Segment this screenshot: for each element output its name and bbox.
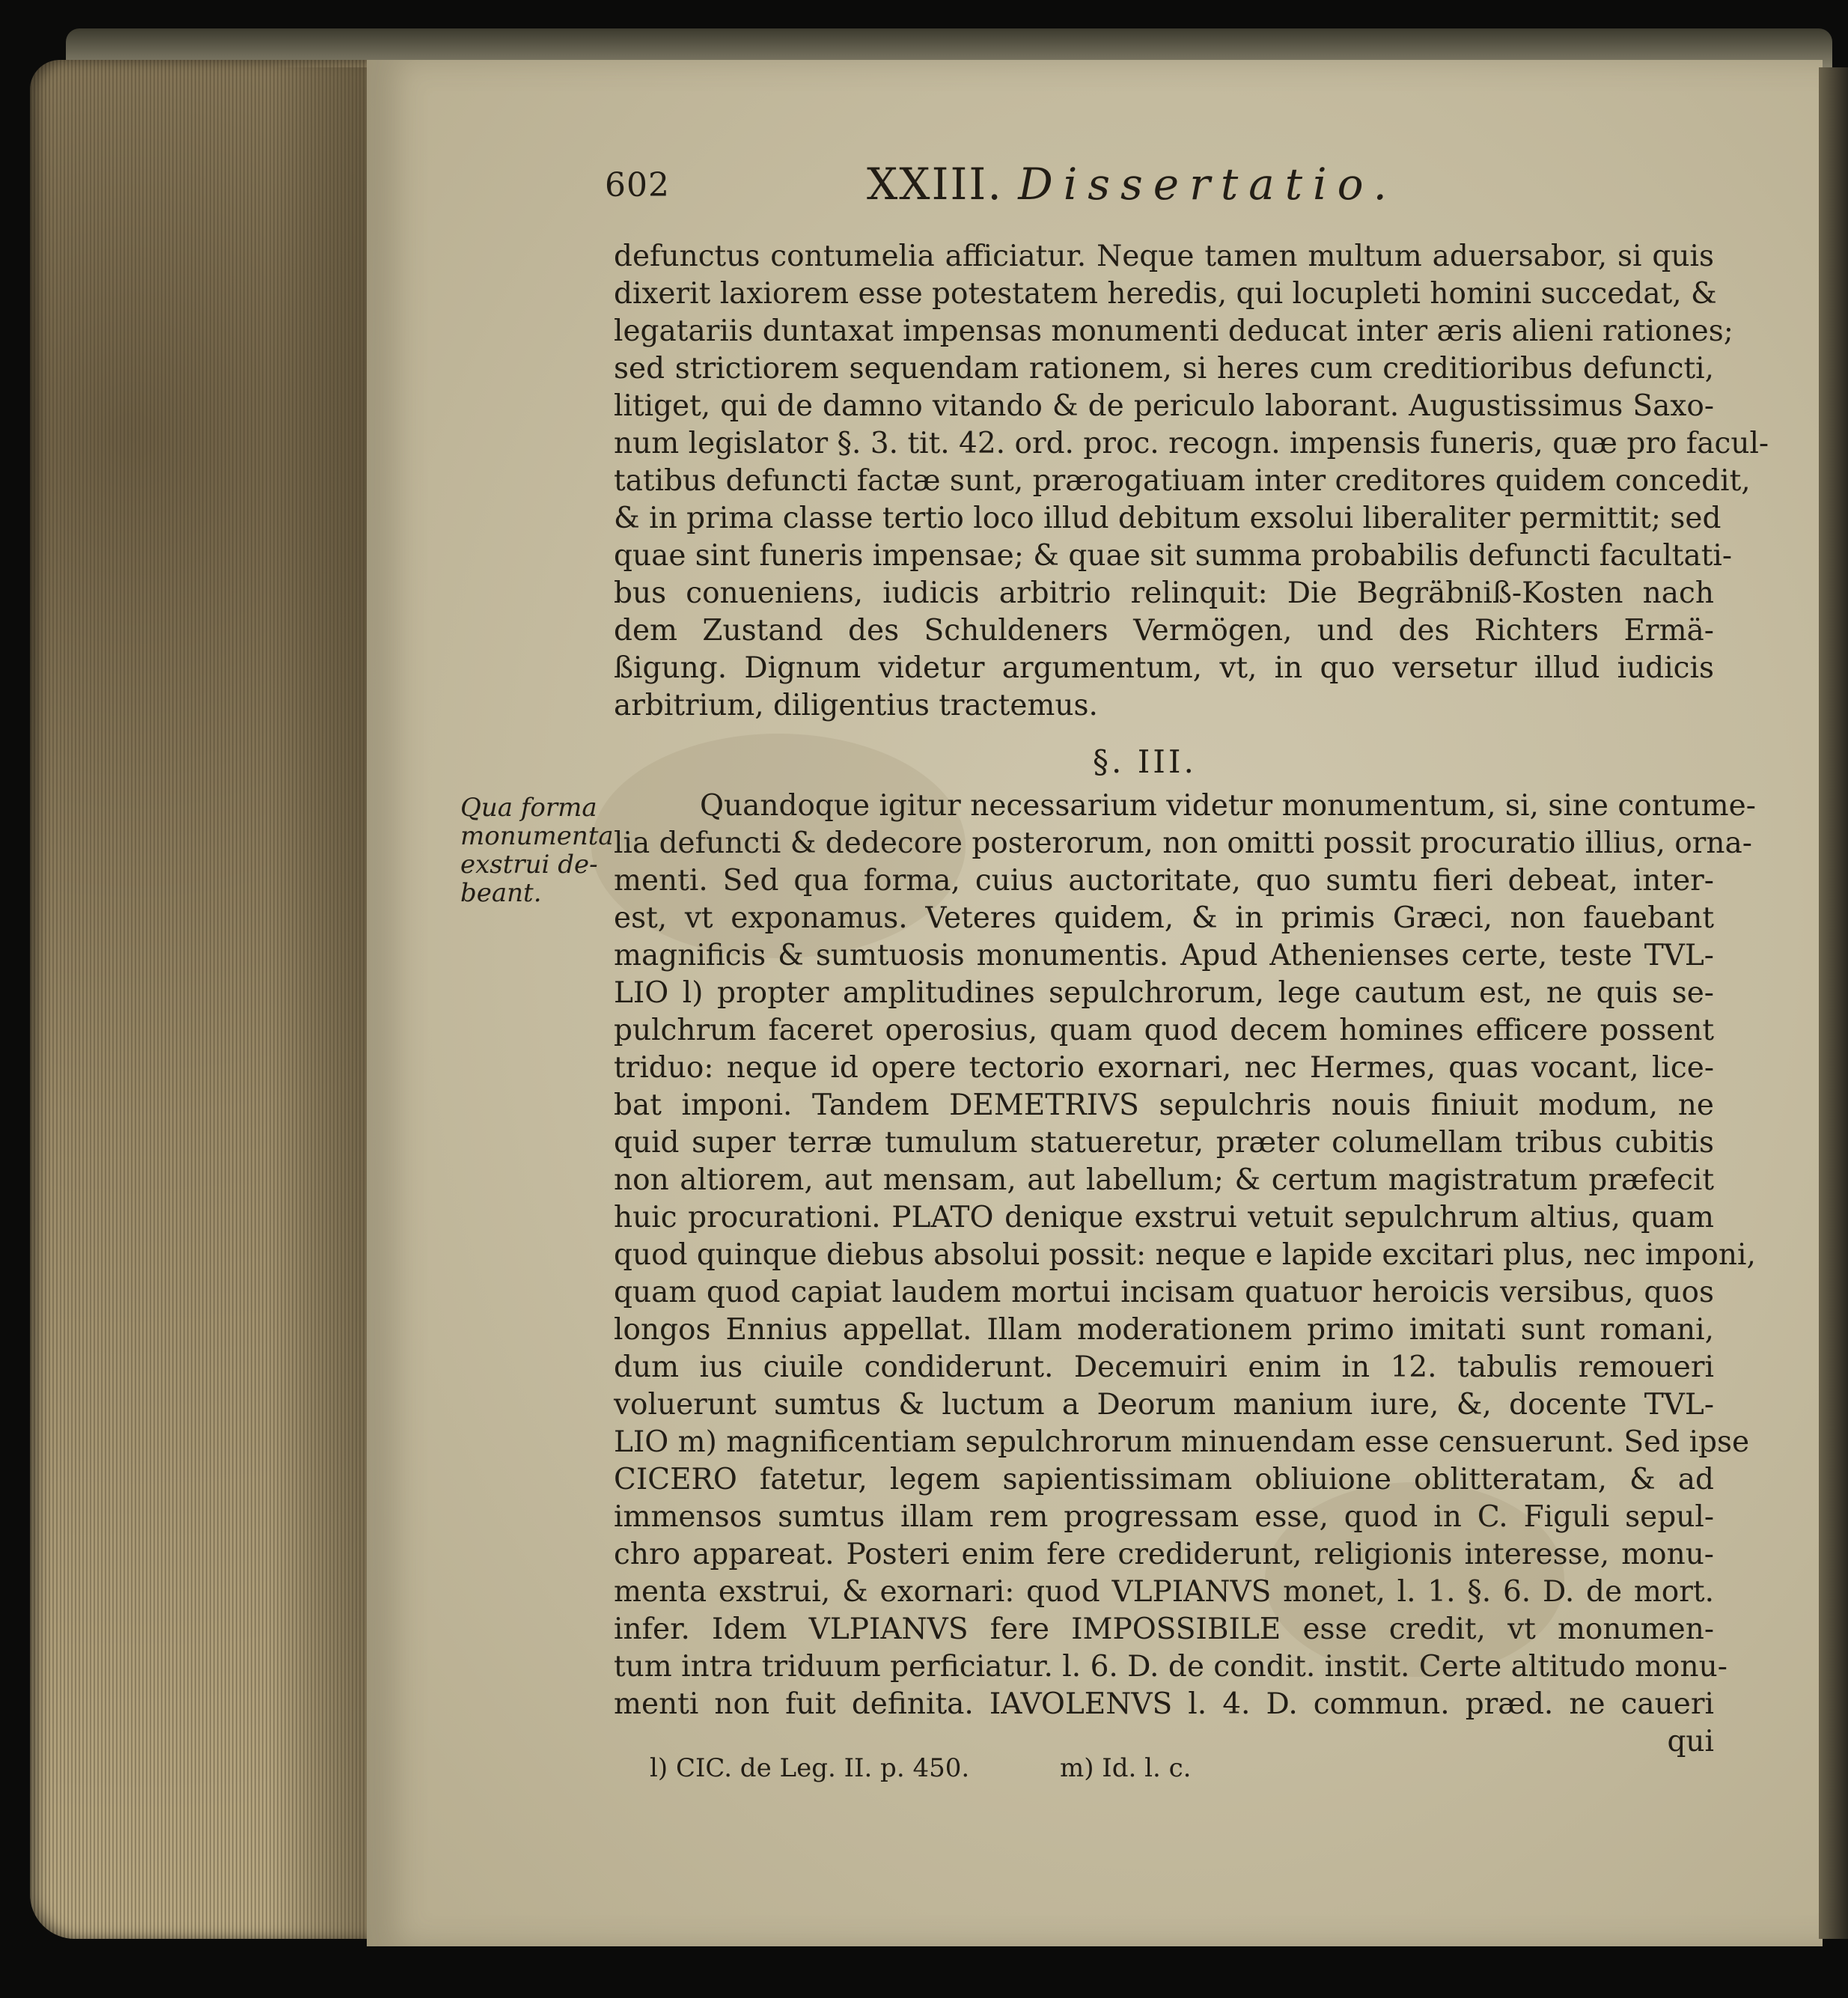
text-line: LIO l) propter amplitudines sepulchrorum, lege cautum est, ne quis se-	[614, 976, 1714, 1010]
text-line: dixerit laxiorem esse potestatem heredis, qui locupleti homini succedat, &	[614, 277, 1717, 311]
footnote-l: l) CIC. de Leg. II. p. 450.	[650, 1753, 970, 1783]
text-line: litiget, qui de damno vitando & de periculo laborant. Augustissimus Saxo-	[614, 389, 1714, 423]
text-line: CICERO fatetur, legem sapientissimam obliuione oblitteratam, & ad	[614, 1463, 1714, 1496]
text-line: defunctus contumelia afficiatur. Neque tamen multum aduersabor, si quis	[614, 240, 1714, 273]
paragraph-1	[614, 238, 1769, 725]
text-line: est, vt exponamus. Veteres quidem, & in primis Græci, non fauebant	[614, 901, 1714, 935]
text-line: triduo: neque id opere tectorio exornari, nec Hermes, quas vocant, lice-	[614, 1051, 1714, 1085]
text-line: quam quod capiat laudem mortui incisam quatuor heroicis versibus, quos	[614, 1276, 1714, 1309]
catchword: qui	[1667, 1725, 1714, 1758]
marginal-note-line: beant.	[460, 878, 542, 908]
text-line: infer. Idem VLPIANVS fere IMPOSSIBILE esse credit, vt monumen-	[614, 1612, 1714, 1646]
text-line: & in prima classe tertio loco illud debitum exsolui liberaliter permittit; sed	[614, 502, 1722, 535]
text-line: arbitrium, diligentius tractemus.	[614, 689, 1098, 722]
gutter-shadow	[269, 67, 382, 1939]
running-header	[605, 159, 1466, 219]
footnotes	[650, 1753, 1398, 1783]
title-roman: XXIII.	[867, 159, 1003, 210]
text-line: LIO m) magnificentiam sepulchrorum minuendam esse censuerunt. Sed ipse	[614, 1425, 1750, 1459]
text-line: chro appareat. Posteri enim fere crediderunt, religionis interesse, monu-	[614, 1538, 1714, 1571]
title-word: Dissertatio.	[1018, 159, 1397, 210]
text-line: longos Ennius appellat. Illam moderationem primo imitati sunt romani,	[614, 1313, 1714, 1347]
text-line: dum ius ciuile condiderunt. Decemuiri enim in 12. tabulis remoueri	[614, 1350, 1714, 1384]
text-line: magnificis & sumtuosis monumentis. Apud Athenienses certe, teste TVL-	[614, 939, 1714, 972]
text-line: menti. Sed qua forma, cuius auctoritate, quo sumtu fieri debeat, inter-	[614, 864, 1714, 898]
text-line: non altiorem, aut mensam, aut labellum; & certum magistratum præfecit	[614, 1163, 1714, 1197]
marginal-note-line: exstrui de-	[460, 850, 598, 880]
text-line: legatariis duntaxat impensas monumenti deducat inter æris alieni rationes;	[614, 314, 1733, 348]
text-line: Quandoque igitur necessarium videtur monumentum, si, sine contume-	[700, 789, 1756, 823]
text-line: immensos sumtus illam rem progressam esse, quod in C. Figuli sepul-	[614, 1500, 1714, 1534]
text-line: bus conueniens, iudicis arbitrio relinquit: Die Begräbniß-Kosten nach	[614, 576, 1714, 610]
text-line: voluerunt sumtus & luctum a Deorum manium iure, &, docente TVL-	[614, 1388, 1714, 1422]
text-line: dem Zustand des Schuldeners Vermögen, und des Richters Ermä-	[614, 614, 1714, 648]
text-line: pulchrum faceret operosius, quam quod decem homines efficere possent	[614, 1014, 1714, 1047]
marginal-note-line: monumenta	[460, 821, 614, 851]
text-line: tum intra triduum perficiatur. l. 6. D. de condit. instit. Certe altitudo monu-	[614, 1650, 1727, 1684]
text-line: quae sint funeris impensae; & quae sit summa probabilis defuncti facultati-	[614, 539, 1733, 573]
marginal-note	[460, 794, 625, 907]
page-number: 602	[605, 166, 670, 204]
text-line: quod quinque diebus absolui possit: neque e lapide excitari plus, nec imponi,	[614, 1238, 1756, 1272]
text-line: bat imponi. Tandem DEMETRIVS sepulchris nouis finiuit modum, ne	[614, 1088, 1714, 1122]
text-line: lia defuncti & dedecore posterorum, non omitti possit procuratio illius, orna-	[614, 826, 1752, 860]
text-line: num legislator §. 3. tit. 42. ord. proc. recogn. impensis funeris, quæ pro facul-	[614, 427, 1769, 460]
right-page-edge	[1819, 67, 1848, 1939]
text-line: huic procurationi. PLATO denique exstrui vetuit sepulchrum altius, quam	[614, 1201, 1714, 1234]
footnote-m: m) Id. l. c.	[1059, 1753, 1192, 1783]
text-line: tatibus defuncti factæ sunt, prærogatiuam inter creditores quidem concedit,	[614, 464, 1751, 498]
marginal-note-line: Qua forma	[460, 793, 597, 823]
running-title	[867, 159, 1397, 210]
text-line: menta exstrui, & exornari: quod VLPIANVS monet, l. 1. §. 6. D. de mort.	[614, 1575, 1714, 1609]
text-line: ßigung. Dignum videtur argumentum, vt, in quo versetur illud iudicis	[614, 651, 1714, 685]
text-line: quid super terræ tumulum statueretur, præter columellam tribus cubitis	[614, 1126, 1714, 1160]
text-line: sed strictiorem sequendam rationem, si heres cum creditioribus defuncti,	[614, 352, 1714, 386]
section-heading: §. III.	[1093, 743, 1197, 780]
text-line: menti non fuit definita. IAVOLENVS l. 4. D. commun. præd. ne caueri	[614, 1687, 1714, 1721]
paragraph-2	[614, 788, 1756, 1761]
